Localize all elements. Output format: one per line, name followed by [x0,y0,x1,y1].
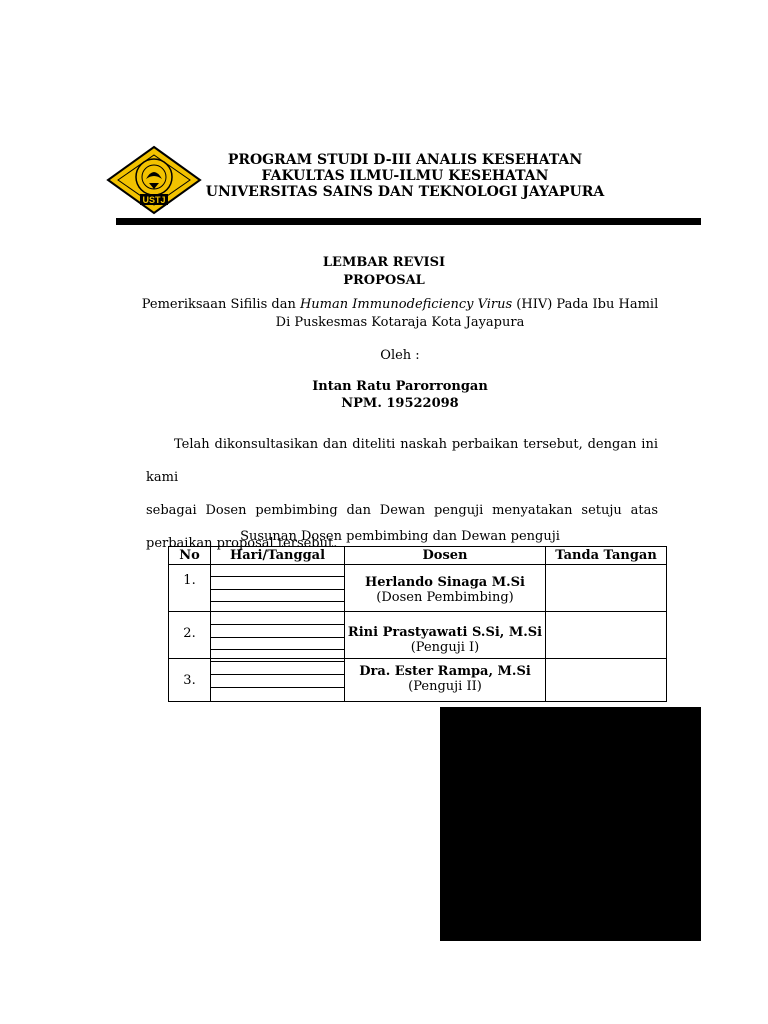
program-name: PROGRAM STUDI D-III ANALIS KESEHATAN [227,152,583,168]
table-row [169,612,667,659]
header-signature: Tanda Tangan [546,547,667,565]
redacted-block [440,707,701,941]
faculty-name: FAKULTAS ILMU-ILMU KESEHATAN [261,168,549,184]
para-line2: sebagai Dosen pembimbing dan Dewan penguji menyatakan setuju atas [146,503,658,518]
signature-cell[interactable] [546,565,667,612]
header-date: Hari/Tanggal [211,547,345,565]
header-dosen: Dosen [345,547,546,565]
subject-line2: Di Puskesmas Kotaraja Kota Jayapura [275,315,525,330]
row-no-cell [169,612,211,659]
header-no: No [169,547,211,565]
logo-text: USTJ [142,195,166,205]
signature-cell[interactable] [546,612,667,659]
row-no: 1. [183,573,196,588]
proposal-subject [0,296,768,332]
title-line2: PROPOSAL [343,273,425,288]
header-divider [116,218,701,225]
signature-table [168,546,667,702]
table-header-row [169,547,667,565]
table-row [169,659,667,702]
subject-italic: Human Immunodeficiency Virus [299,297,513,312]
university-logo [106,145,202,215]
table-row [169,565,667,612]
date-cell[interactable] [211,659,345,702]
dosen-name: Herlando Sinaga M.Si [365,575,525,590]
para-line1: Telah dikonsultasikan dan diteliti naskah perbaikan tersebut, dengan ini kami [146,437,658,485]
subject-part1: Pemeriksaan Sifilis dan [141,297,300,312]
row-no-cell [169,565,211,612]
dosen-role: (Dosen Pembimbing) [376,590,514,605]
row-no-cell [169,659,211,702]
author-npm: NPM. 19522098 [341,396,459,411]
oleh-label: Oleh : [380,348,420,363]
para-line3: perbaikan proposal tersebut. [146,536,338,551]
author-block [0,378,768,412]
dosen-role: (Penguji II) [408,679,482,694]
title-line1: LEMBAR REVISI [322,255,446,270]
dosen-role: (Penguji I) [410,640,480,655]
university-name: UNIVERSITAS SAINS DAN TEKNOLOGI JAYAPURA [205,184,605,200]
subject-part2: (HIV) Pada Ibu Hamil [512,297,659,312]
dosen-name: Dra. Ester Rampa, M.Si [359,664,531,679]
row-no: 2. [183,626,196,641]
institution-header [200,152,610,200]
date-cell[interactable] [211,612,345,659]
dosen-name: Rini Prastyawati S.Si, M.Si [347,625,543,640]
document-title [0,254,768,290]
dosen-cell [345,565,546,612]
author-name: Intan Ratu Parorrongan [312,379,488,394]
dosen-cell [345,612,546,659]
table-caption: Susunan Dosen pembimbing dan Dewan penguji [240,529,560,544]
row-no: 3. [183,673,196,688]
signature-cell[interactable] [546,659,667,702]
date-cell[interactable] [211,565,345,612]
dosen-cell [345,659,546,702]
